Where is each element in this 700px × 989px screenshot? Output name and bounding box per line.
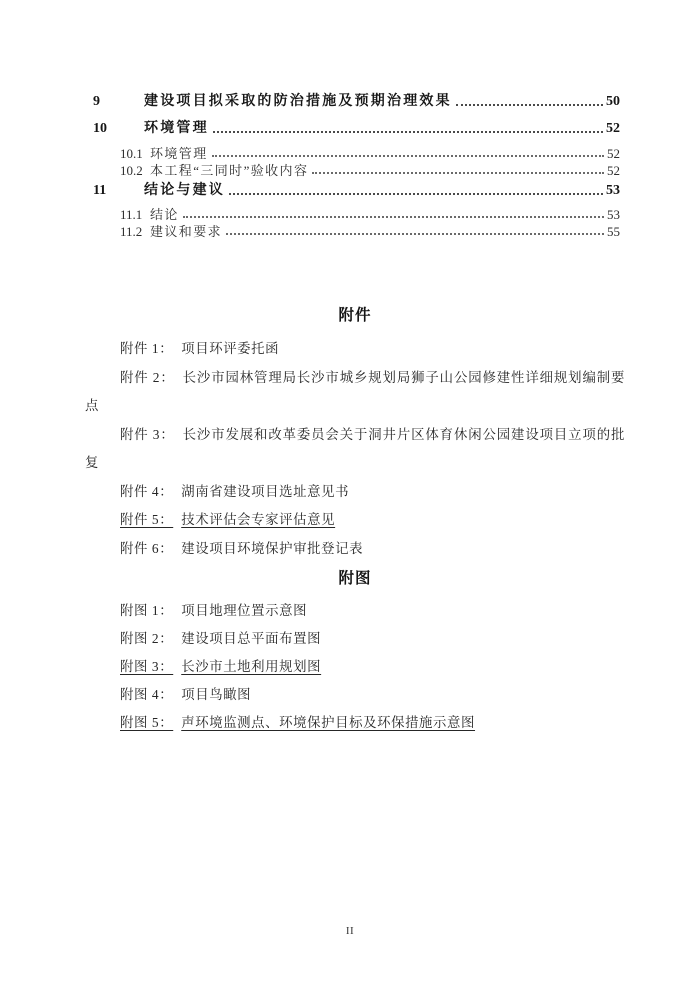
attachment-item	[85, 364, 625, 421]
toc-entry-page: 55	[607, 224, 620, 239]
footer-page-number: II	[345, 925, 355, 937]
toc-entry-number: 11.2	[120, 224, 143, 239]
toc-entry-title: 环境管理	[144, 121, 209, 136]
toc-dot-leader	[229, 193, 603, 195]
toc-entry-number: 11	[93, 183, 107, 198]
toc-dot-leader	[456, 104, 603, 106]
figure-item-text: 项目地理位置示意图	[181, 603, 308, 618]
toc-dot-leader	[212, 155, 604, 157]
attachment-item-text: 建设项目环境保护审批登记表	[181, 540, 364, 556]
attachment-item-text: 技术评估会专家评估意见	[181, 512, 336, 527]
attachment-item-label: 附件 1：	[120, 341, 174, 356]
toc-entry	[85, 164, 620, 177]
figure-item-text: 声环境监测点、环境保护目标及环保措施示意图	[181, 715, 476, 730]
toc-entry-title: 环境管理	[150, 146, 208, 161]
toc-dot-leader	[312, 172, 604, 174]
figure-item	[85, 625, 625, 653]
attachment-item	[85, 478, 625, 507]
toc-entry-page: 52	[607, 146, 620, 161]
attachment-item-label: 附件 6：	[120, 540, 174, 556]
attachment-item	[85, 506, 625, 535]
attachment-item-label: 附件 3：	[120, 426, 175, 442]
toc-entry-page: 53	[606, 183, 620, 198]
attachment-item	[85, 421, 625, 478]
figure-item-text: 项目鸟瞰图	[181, 687, 252, 702]
toc-entry-number: 10	[93, 121, 107, 136]
attachment-item-label: 附件 2：	[120, 369, 175, 385]
figure-item-label: 附图 3：	[120, 659, 174, 674]
attachment-item-text: 湖南省建设项目选址意见书	[181, 483, 350, 499]
figures-heading: 附图	[338, 570, 372, 587]
toc-entry-page: 50	[606, 94, 620, 109]
attachment-item-text: 长沙市发展和改革委员会关于洞井片区体育休闲公园建设项目立项的批复	[85, 426, 625, 470]
figure-item-text: 建设项目总平面布置图	[181, 631, 322, 646]
figure-item-label: 附图 1：	[120, 603, 174, 618]
toc-entry	[85, 184, 620, 198]
figure-item	[85, 709, 625, 737]
figure-item	[85, 597, 625, 625]
attachment-item-text: 长沙市园林管理局长沙市城乡规划局狮子山公园修建性详细规划编制要点	[85, 369, 625, 413]
toc-dot-leader	[183, 216, 604, 218]
attachments-section	[85, 303, 625, 563]
toc-entry-title: 结论	[150, 207, 179, 222]
attachment-item-text: 项目环评委托函	[181, 341, 280, 356]
toc-entry	[85, 208, 620, 221]
toc-entry-number: 10.1	[120, 146, 143, 161]
toc-entry-title: 建议和要求	[150, 224, 223, 239]
attachments-heading: 附件	[338, 307, 372, 324]
attachment-item	[85, 535, 625, 564]
attachment-item-label: 附件 4：	[120, 483, 174, 499]
toc-entry-title: 结论与建议	[144, 183, 225, 198]
toc-entry-number: 9	[93, 94, 100, 109]
attachment-item	[85, 335, 625, 364]
table-of-contents	[85, 95, 620, 238]
toc-entry-number: 11.1	[120, 207, 143, 222]
toc-entry-page: 52	[606, 121, 620, 136]
toc-dot-leader	[226, 233, 604, 235]
toc-entry-number: 10.2	[120, 163, 143, 178]
figure-item-label: 附图 2：	[120, 631, 174, 646]
toc-entry-page: 52	[607, 163, 620, 178]
attachment-item-label: 附件 5：	[120, 512, 174, 527]
toc-dot-leader	[213, 131, 603, 133]
toc-entry	[85, 95, 620, 109]
figure-item	[85, 653, 625, 681]
toc-entry-page: 53	[607, 207, 620, 222]
figure-item	[85, 681, 625, 709]
toc-entry-title: 建设项目拟采取的防治措施及预期治理效果	[144, 94, 452, 109]
toc-entry	[85, 225, 620, 238]
toc-entry-title: 本工程“三同时”验收内容	[150, 163, 309, 178]
figure-item-label: 附图 4：	[120, 687, 174, 702]
figure-item-text: 长沙市土地利用规划图	[181, 659, 322, 674]
toc-entry	[85, 122, 620, 136]
figure-item-label: 附图 5：	[120, 715, 174, 730]
figures-section	[85, 566, 625, 737]
toc-entry	[85, 147, 620, 160]
